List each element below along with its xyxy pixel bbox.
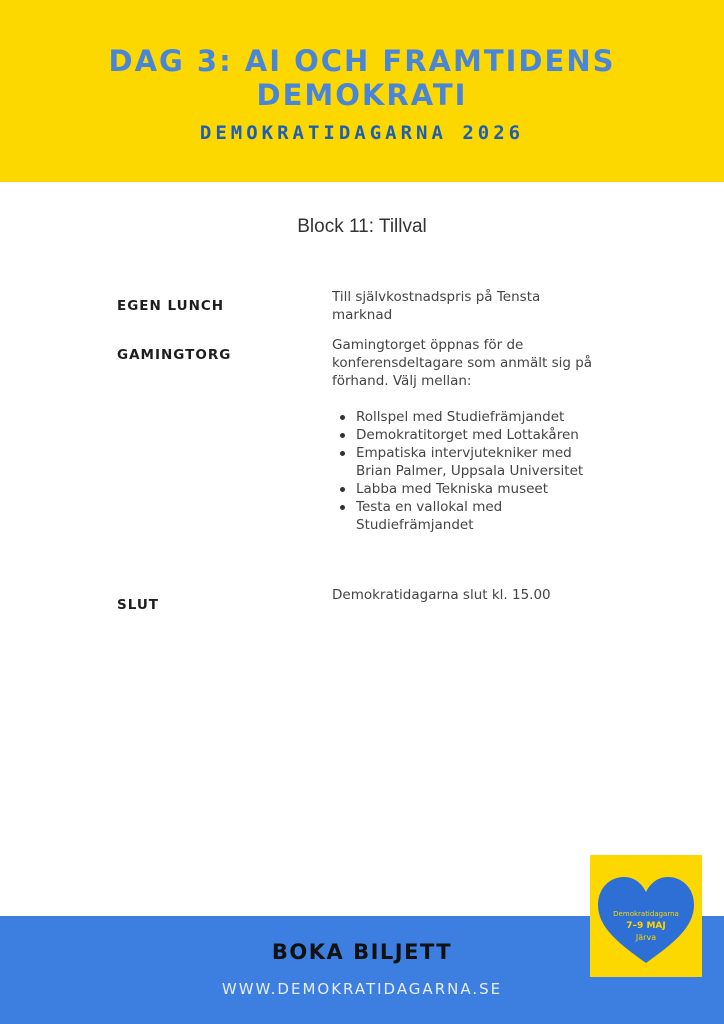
website-link[interactable]: WWW.DEMOKRATIDAGARNA.SE — [221, 980, 503, 998]
logo-line-2: 7–9 MAJ — [626, 921, 666, 931]
list-item — [332, 444, 652, 480]
event-logo — [590, 855, 702, 977]
page-title-line-2: DEMOKRATI — [256, 78, 468, 112]
gaming-intro-line-2: konferensdeltagare som anmält sig på — [332, 355, 593, 371]
option-line-2: Studiefrämjandet — [356, 517, 474, 533]
option-line-1: Rollspel med Studiefrämjandet — [356, 409, 565, 425]
gaming-intro-line-3: förhand. Välj mellan: — [332, 373, 472, 389]
heart-icon — [590, 855, 702, 977]
option-line-2: Brian Palmer, Uppsala Universitet — [356, 463, 584, 479]
heart-shape — [598, 877, 694, 963]
option-line-1: Demokratitorget med Lottakåren — [356, 427, 579, 443]
page-title-line-1: DAG 3: AI OCH FRAMTIDENS — [108, 44, 616, 78]
page-title — [0, 44, 724, 112]
lunch-label: EGEN LUNCH — [117, 298, 225, 314]
list-item — [332, 408, 652, 426]
option-line-1: Empatiska intervjutekniker med — [356, 445, 572, 461]
end-label: SLUT — [117, 597, 160, 613]
gaming-options-list — [332, 408, 652, 534]
gaming-text — [332, 336, 652, 534]
end-text: Demokratidagarna slut kl. 15.00 — [332, 587, 551, 603]
gaming-label: GAMINGTORG — [117, 347, 232, 363]
page-header — [0, 0, 724, 182]
gaming-intro-line-1: Gamingtorget öppnas för de — [332, 337, 524, 353]
list-item — [332, 498, 652, 534]
logo-line-3: Järva — [635, 933, 657, 942]
option-line-1: Testa en vallokal med — [356, 499, 503, 515]
lunch-text — [332, 288, 652, 324]
book-ticket-link[interactable]: BOKA BILJETT — [271, 940, 453, 964]
lunch-text-line-1: Till självkostnadspris på Tensta — [332, 289, 541, 305]
logo-line-1: Demokratidagarna — [613, 910, 679, 918]
lunch-text-line-2: marknad — [332, 307, 393, 323]
block-title: Block 11: Tillval — [297, 216, 427, 237]
option-line-1: Labba med Tekniska museet — [356, 481, 549, 497]
list-item — [332, 480, 652, 498]
list-item — [332, 426, 652, 444]
page-subtitle: DEMOKRATIDAGARNA 2026 — [199, 122, 525, 144]
